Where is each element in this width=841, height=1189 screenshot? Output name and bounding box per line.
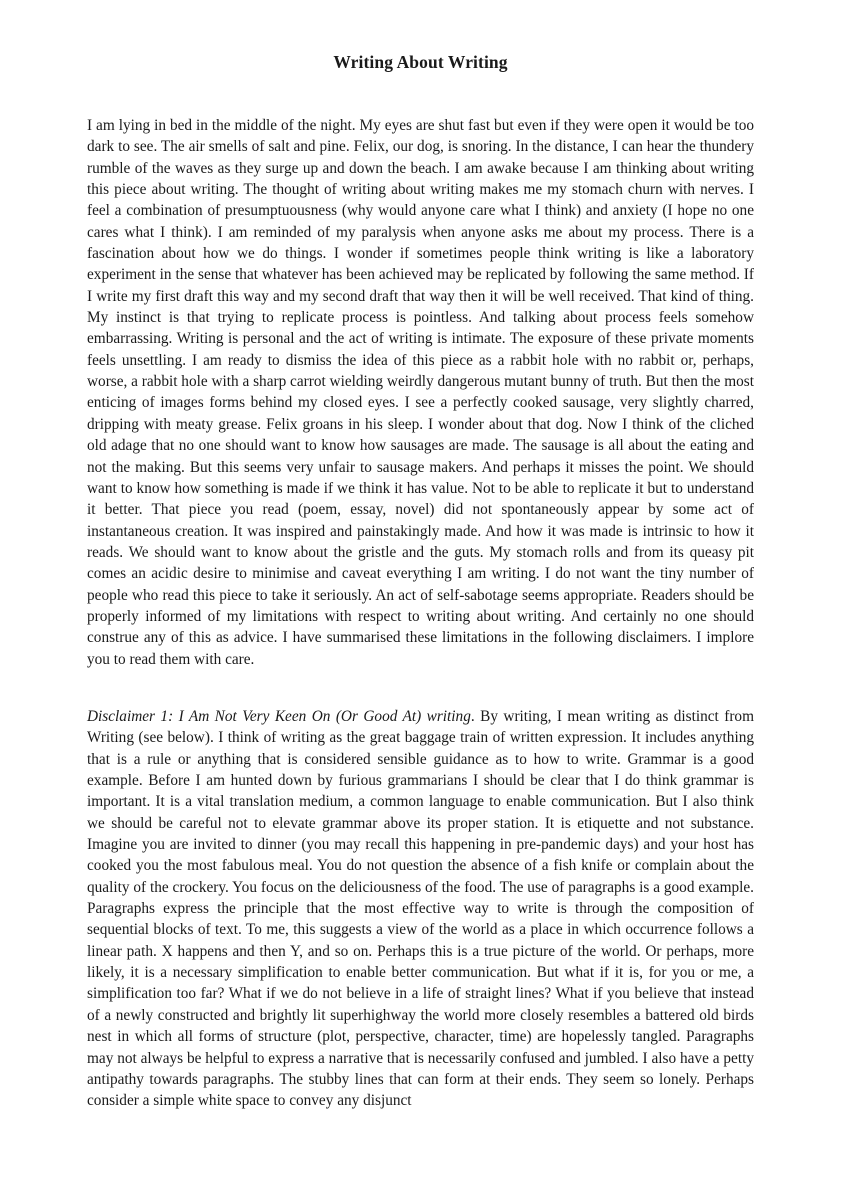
disclaimer-heading: Disclaimer 1: I Am Not Very Keen On (Or Good At) writing [87, 708, 471, 725]
paragraph-text: . By writing, I mean writing as distinct from Writing (see below). I think of writing as the great baggage train of written expression. It includes anything that is a rule or anything that is considered sensible guidance as to how to write. Grammar is a good example. Before I am hunted down by furious grammarians I should be clear that I do think grammar is important. It is a vital translation medium, a common language to enable communication. But I also think we should be careful not to elevate grammar above its proper station. It is etiquette and not substance. Imagine you are invited to dinner (you may recall this happening in pre-pandemic days) and your host has cooked you the most fabulous meal. You do not question the absence of a fish knife or complain about the quality of the crockery. You focus on the deliciousness of the food. The use of paragraphs is a good example. Paragraphs express the principle that the most effective way to write is through the composition of sequential blocks of text. To me, this suggests a view of the world as a place in which occurrence follows a linear path. X happens and then Y, and so on. Perhaps this is a true picture of the world. Or perhaps, more likely, it is a necessary simplification to enable better communication. But what if it is, for you or me, a simplification too far? What if we do not believe in a life of straight lines? What if you believe that instead of a newly constructed and brightly lit superhighway the world more closely resembles a battered old birds nest in which all forms of structure (plot, perspective, character, time) are hopelessly tangled. Paragraphs may not always be helpful to express a narrative that is necessarily confused and jumbled. I also have a petty antipathy towards paragraphs. The stubby lines that can form at their ends. They seem so lonely. Perhaps consider a simple white space to convey any disjunct [87, 708, 754, 1110]
paragraph-text: I am lying in bed in the middle of the night. My eyes are shut fast but even if they were open it would be too dark to see. The air smells of salt and pine. Felix, our dog, is snoring. In the distance, I can hear the thundery rumble of the waves as they surge up and down the beach. I am awake because I am thinking about writing this piece about writing. The thought of writing about writing makes me my stomach churn with nerves. I feel a combination of presumptuousness (why would anyone care what I think) and anxiety (I hope no one cares what I think). I am reminded of my paralysis when anyone asks me about my process. There is a fascination about how we do things. I wonder if sometimes people think writing is like a laboratory experiment in the sense that whatever has been achieved may be replicated by following the same method. If I write my first draft this way and my second draft that way then it will be well received. That kind of thing. My instinct is that trying to replicate process is pointless. And talking about process feels somehow embarrassing. Writing is personal and the act of writing is intimate. The exposure of these private moments feels unsettling. I am ready to dismiss the idea of this piece as a rabbit hole with no rabbit or, perhaps, worse, a rabbit hole with a sharp carrot wielding weirdly dangerous mutant bunny of truth. But then the most enticing of images forms behind my closed eyes. I see a perfectly cooked sausage, very slightly charred, dripping with meaty grease. Felix groans in his sleep. I wonder about that dog. Now I think of the cliched old adage that no one should want to know how sausages are made. The sausage is all about the eating and not the making. But this seems very unfair to sausage makers. And perhaps it misses the point. We should want to know how something is made if we think it has value. Not to be able to replicate it but to understand it better. That piece you read (poem, essay, novel) did not spontaneously appear by some act of instantaneous creation. It was inspired and painstakingly made. And how it was made is intrinsic to how it reads. We should want to know about the gristle and the guts. My stomach rolls and from its queasy pit comes an acidic desire to minimise and caveat everything I am writing. I do not want the tiny number of people who read this piece to take it seriously. An act of self-sabotage seems appropriate. Readers should be properly informed of my limitations with respect to writing about writing. And certainly no one should construe any of this as advice. I have summarised these limitations in the following disclaimers. I implore you to read them with care. [87, 117, 754, 668]
document-title: Writing About Writing [333, 52, 508, 72]
paragraph-introduction [87, 115, 754, 670]
paragraph-disclaimer-1 [87, 706, 754, 1112]
